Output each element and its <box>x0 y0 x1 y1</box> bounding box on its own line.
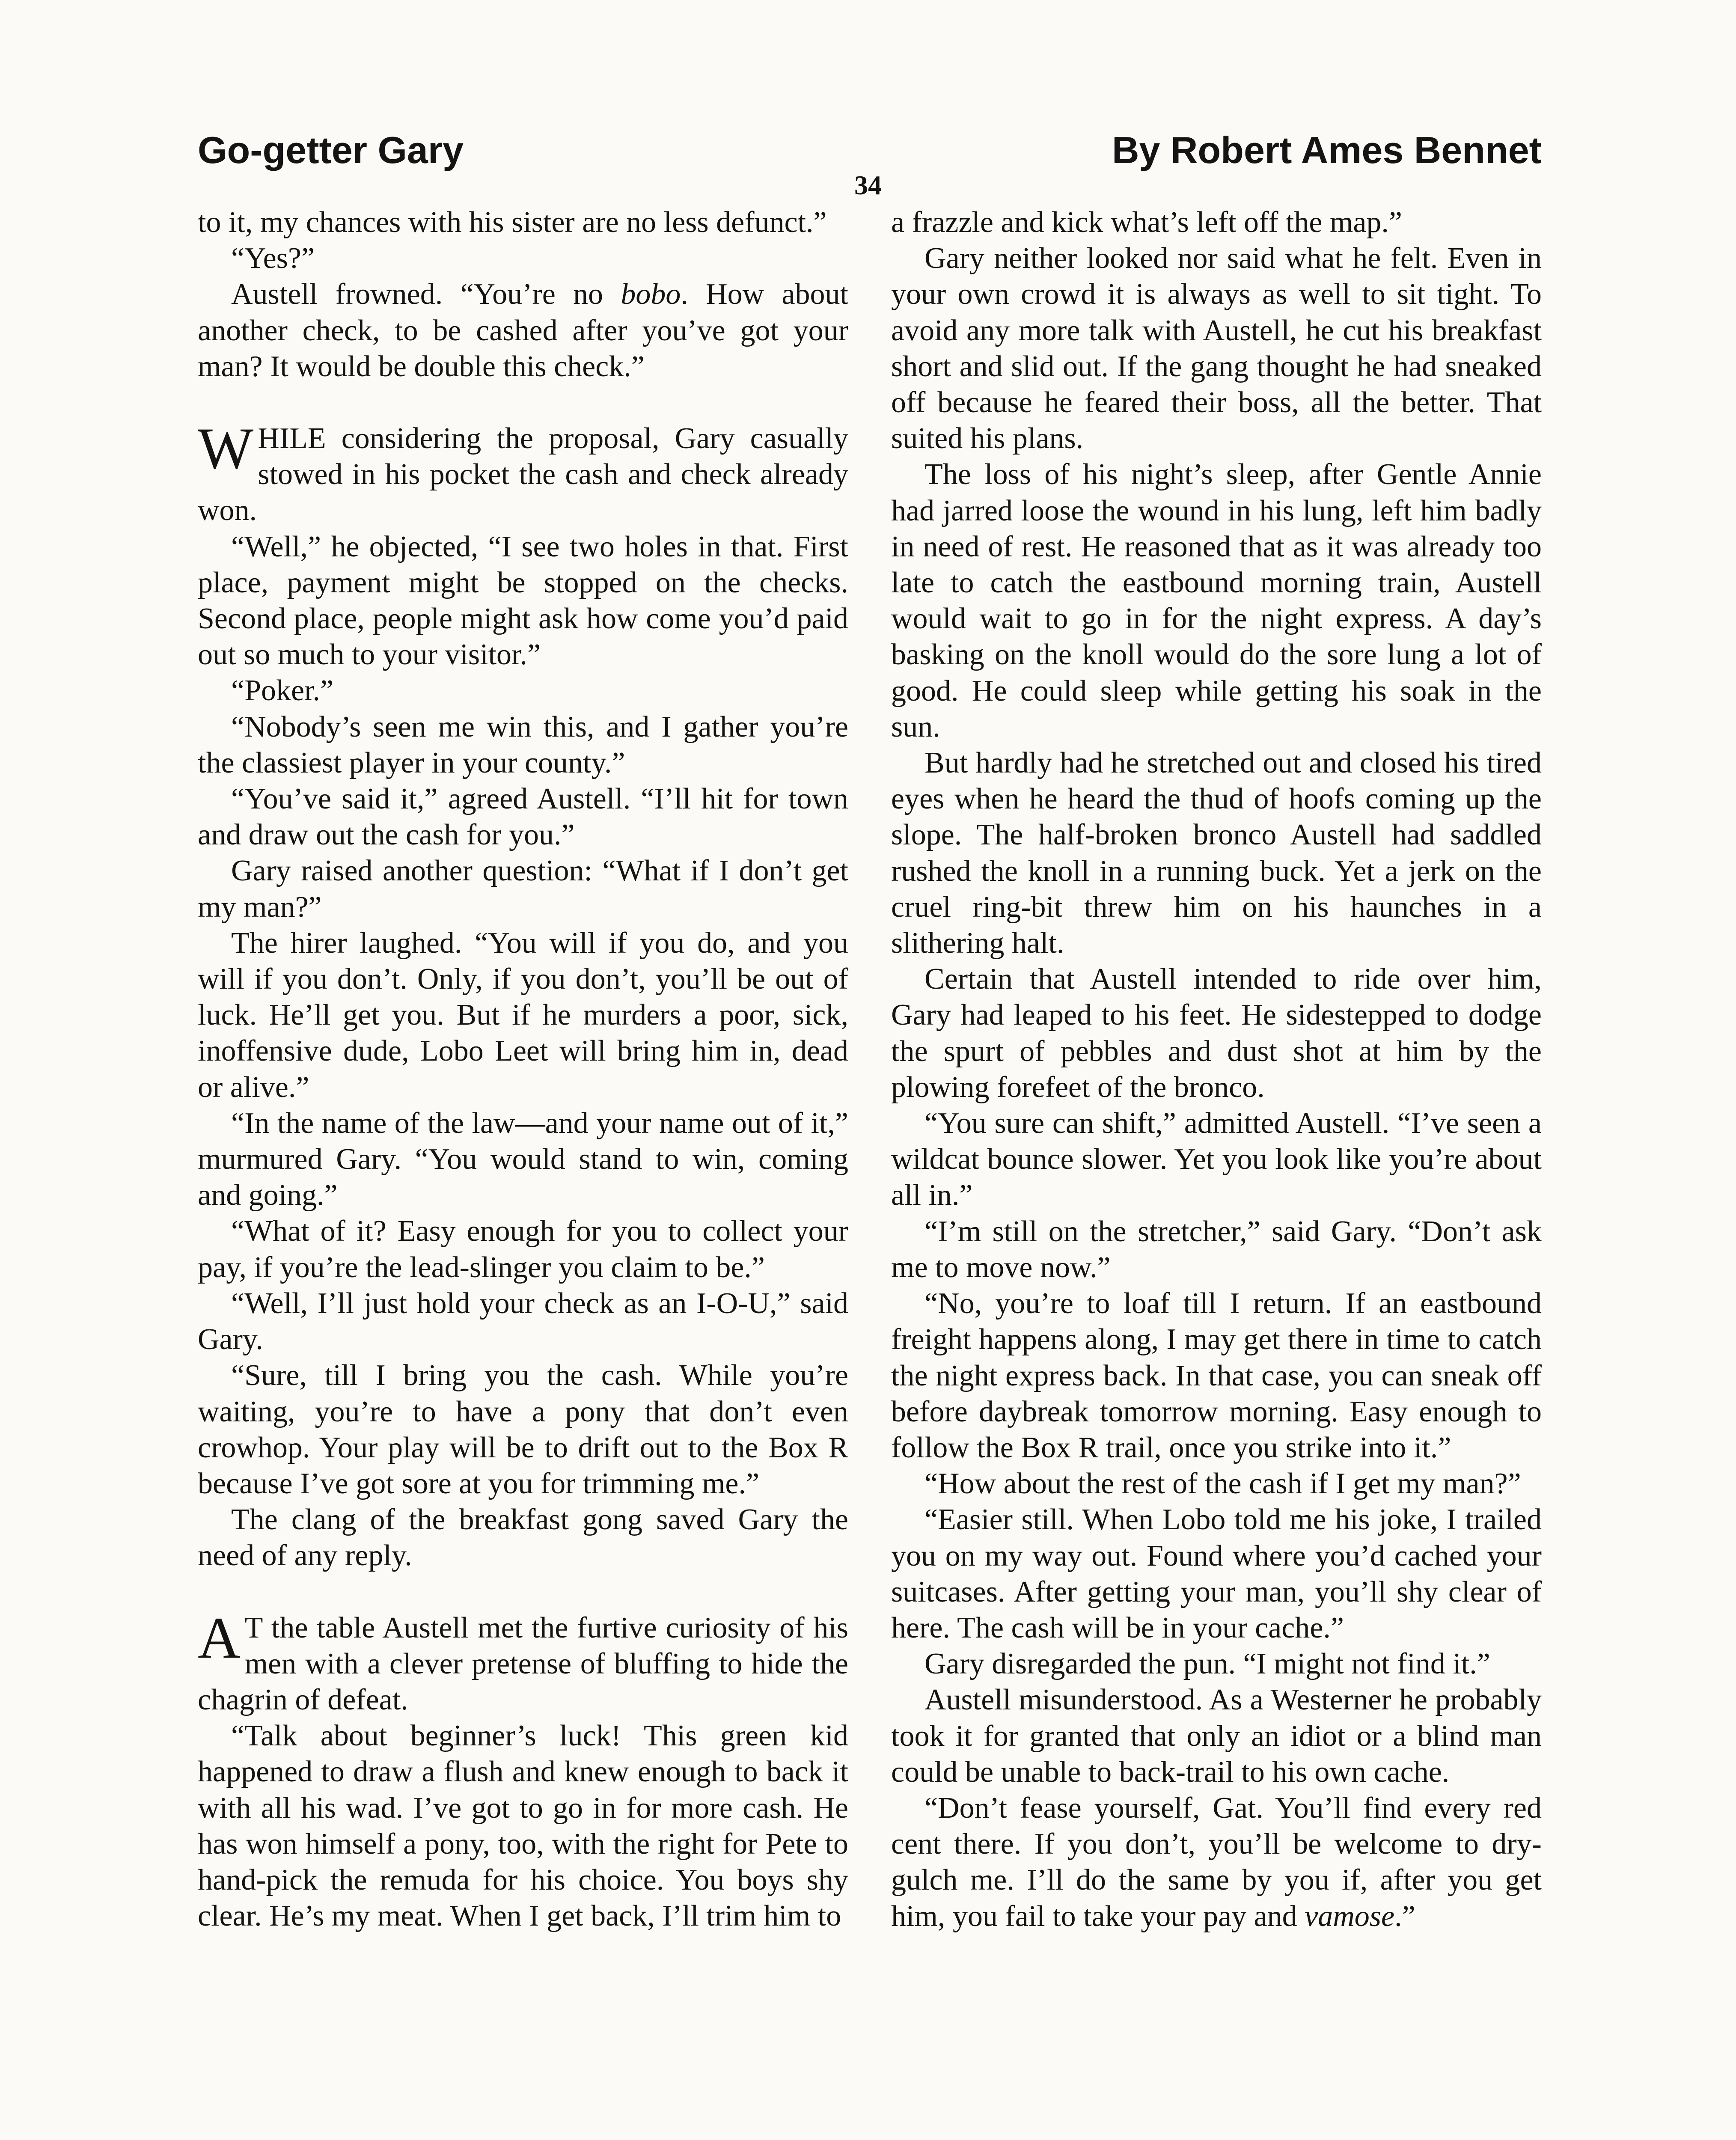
paragraph-text: “Well, I’ll just hold your check as an I-O-U,” said Gary. <box>198 1287 848 1356</box>
italic-word: vamose <box>1305 1899 1395 1933</box>
paragraph-text: The hirer laughed. “You will if you do, and you will if you don’t. Only, if you don’t, you’ll be out of luck. He’ll get you. But if he murders a poor, sick, inoffensive dude, Lobo Leet will bring him in, dead or alive.” <box>198 926 848 1104</box>
paragraph-text: “Yes?” <box>231 242 315 275</box>
paragraph-text: But hardly had he stretched out and closed his tired eyes when he heard the thud of hoofs coming up the slope. The half-broken bronco Austell had saddled rushed the knoll in a running buck. Yet a jerk on the cruel ring-bit threw him on his haunches in a slithering halt. <box>891 746 1542 960</box>
page-number: 34 <box>854 170 882 200</box>
paragraph <box>198 709 848 781</box>
section-opening-paragraph <box>198 416 848 529</box>
paragraph <box>891 1286 1542 1466</box>
paragraph <box>891 745 1542 961</box>
paragraph <box>891 457 1542 745</box>
paragraph-text: “I’m still on the stretcher,” said Gary. “Don’t ask me to move now.” <box>891 1215 1542 1284</box>
paragraph <box>891 1466 1542 1502</box>
paragraph <box>198 1213 848 1285</box>
paragraph-text: Gary raised another question: “What if I don’t get my man?” <box>198 854 848 924</box>
drop-cap: A <box>198 1605 241 1670</box>
paragraph-text: “Easier still. When Lobo told me his joke, I trailed you on my way out. Found where you’d cached your suitcases. After getting your man, you’ll shy clear of here. The cash will be in your cache.” <box>891 1503 1542 1644</box>
paragraph <box>891 1790 1542 1935</box>
paragraph <box>891 1682 1542 1790</box>
italic-word: bobo <box>621 278 681 311</box>
paragraph <box>891 241 1542 457</box>
paragraph-text: . How about another check, to be cashed after you’ve got your man? It would be double this check.” <box>198 278 848 383</box>
paragraph <box>198 925 848 1106</box>
paragraph-text: Gary neither looked nor said what he felt. Even in your own crowd it is always as well to sit tight. To avoid any more talk with Austell, he cut his breakfast short and slid out. If the gang thought he had sneaked off because he feared their boss, all the better. That suited his plans. <box>891 242 1542 455</box>
paragraph <box>891 1502 1542 1646</box>
paragraph-text: .” <box>1394 1899 1415 1933</box>
paragraph <box>891 1214 1542 1286</box>
paragraph-text: Austell misunderstood. As a Westerner he probably took it for granted that only an idiot or a blind man could be unable to back-trail to his own cache. <box>891 1683 1542 1789</box>
author-byline: By Robert Ames Bennet <box>1112 129 1542 171</box>
paragraph <box>198 1106 848 1214</box>
paragraph-text: “You’ve said it,” agreed Austell. “I’ll hit for town and draw out the cash for you.” <box>198 782 848 852</box>
paragraph-text: “Nobody’s seen me win this, and I gather you’re the classiest player in your county.” <box>198 710 848 779</box>
right-text-column <box>891 205 1542 1935</box>
paragraph-text: “You sure can shift,” admitted Austell. “I’ve seen a wildcat bounce slower. Yet you look like you’re about all in.” <box>891 1107 1542 1212</box>
paragraph <box>198 853 848 925</box>
paragraph <box>198 1358 848 1502</box>
paragraph-text: Certain that Austell intended to ride over him, Gary had leaped to his feet. He sidestepped to dodge the spurt of pebbles and dust shot at him by the plowing forefeet of the bronco. <box>891 963 1542 1104</box>
paragraph <box>891 961 1542 1106</box>
paragraph-text: “In the name of the law—and your name out of it,” murmured Gary. “You would stand to win, coming and going.” <box>198 1106 848 1212</box>
paragraph-text: HILE considering the proposal, Gary casually stowed in his pocket the cash and check already won. <box>198 422 848 527</box>
paragraph-text: a frazzle and kick what’s left off the map.” <box>891 206 1402 239</box>
paragraph <box>891 1106 1542 1214</box>
section-opening-paragraph <box>198 1605 848 1718</box>
story-title: Go-getter Gary <box>198 129 464 171</box>
paragraph <box>198 1718 848 1934</box>
left-text-column <box>198 205 848 1934</box>
drop-cap: W <box>198 416 254 482</box>
paragraph <box>198 781 848 853</box>
paragraph <box>198 276 848 385</box>
paragraph-text: to it, my chances with his sister are no less defunct.” <box>198 206 827 239</box>
continued-paragraph <box>891 205 1542 241</box>
paragraph-text: T the table Austell met the furtive curiosity of his men with a clever pretense of bluffing to hide the chagrin of defeat. <box>198 1611 848 1716</box>
paragraph <box>198 241 848 276</box>
continued-paragraph <box>198 205 848 241</box>
paragraph-text: “Don’t fease yourself, Gat. You’ll find every red cent there. If you don’t, you’ll be welcome to dry-gulch me. I’ll do the same by you if, after you get him, you fail to take your pay and <box>891 1791 1542 1933</box>
paragraph <box>198 1286 848 1358</box>
paragraph-text: The clang of the breakfast gong saved Gary the need of any reply. <box>198 1503 848 1572</box>
paragraph-text: “What of it? Easy enough for you to collect your pay, if you’re the lead-slinger you claim to be.” <box>198 1215 848 1284</box>
paragraph <box>198 1502 848 1574</box>
running-header <box>198 128 1542 175</box>
paragraph-text: Austell frowned. “You’re no <box>231 278 621 311</box>
paragraph-text: Gary disregarded the pun. “I might not find it.” <box>924 1647 1490 1681</box>
paragraph <box>891 1646 1542 1682</box>
paragraph-text: “Well,” he objected, “I see two holes in that. First place, payment might be stopped on the checks. Second place, people might ask how come you’d paid out so much to your visitor.” <box>198 530 848 672</box>
paragraph <box>198 673 848 709</box>
paragraph-text: “No, you’re to loaf till I return. If an eastbound freight happens along, I may get there in time to catch the night express back. In that case, you can sneak off before daybreak tomorrow morning. Easy enough to follow the Box R trail, once you strike into it.” <box>891 1287 1542 1464</box>
paragraph-text: “How about the rest of the cash if I get my man?” <box>924 1467 1521 1501</box>
paragraph-text: “Talk about beginner’s luck! This green kid happened to draw a flush and knew enough to back it with all his wad. I’ve got to go in for more cash. He has won himself a pony, too, with the right for Pete to hand-pick the remuda for his choice. You boys shy clear. He’s my meat. When I get back, I’ll trim him to <box>198 1719 848 1933</box>
paragraph-text: The loss of his night’s sleep, after Gentle Annie had jarred loose the wound in his lung, left him badly in need of rest. He reasoned that as it was already too late to catch the eastbound morning train, Austell would wait to go in for the night express. A day’s basking on the knoll would do the sore lung a lot of good. He could sleep while getting his soak in the sun. <box>891 458 1542 743</box>
paragraph <box>198 529 848 673</box>
paragraph-text: “Sure, till I bring you the cash. While you’re waiting, you’re to have a pony that don’t even crowhop. Your play will be to drift out to the Box R because I’ve got sore at you for trimming me.” <box>198 1359 848 1500</box>
paragraph-text: “Poker.” <box>231 674 334 707</box>
